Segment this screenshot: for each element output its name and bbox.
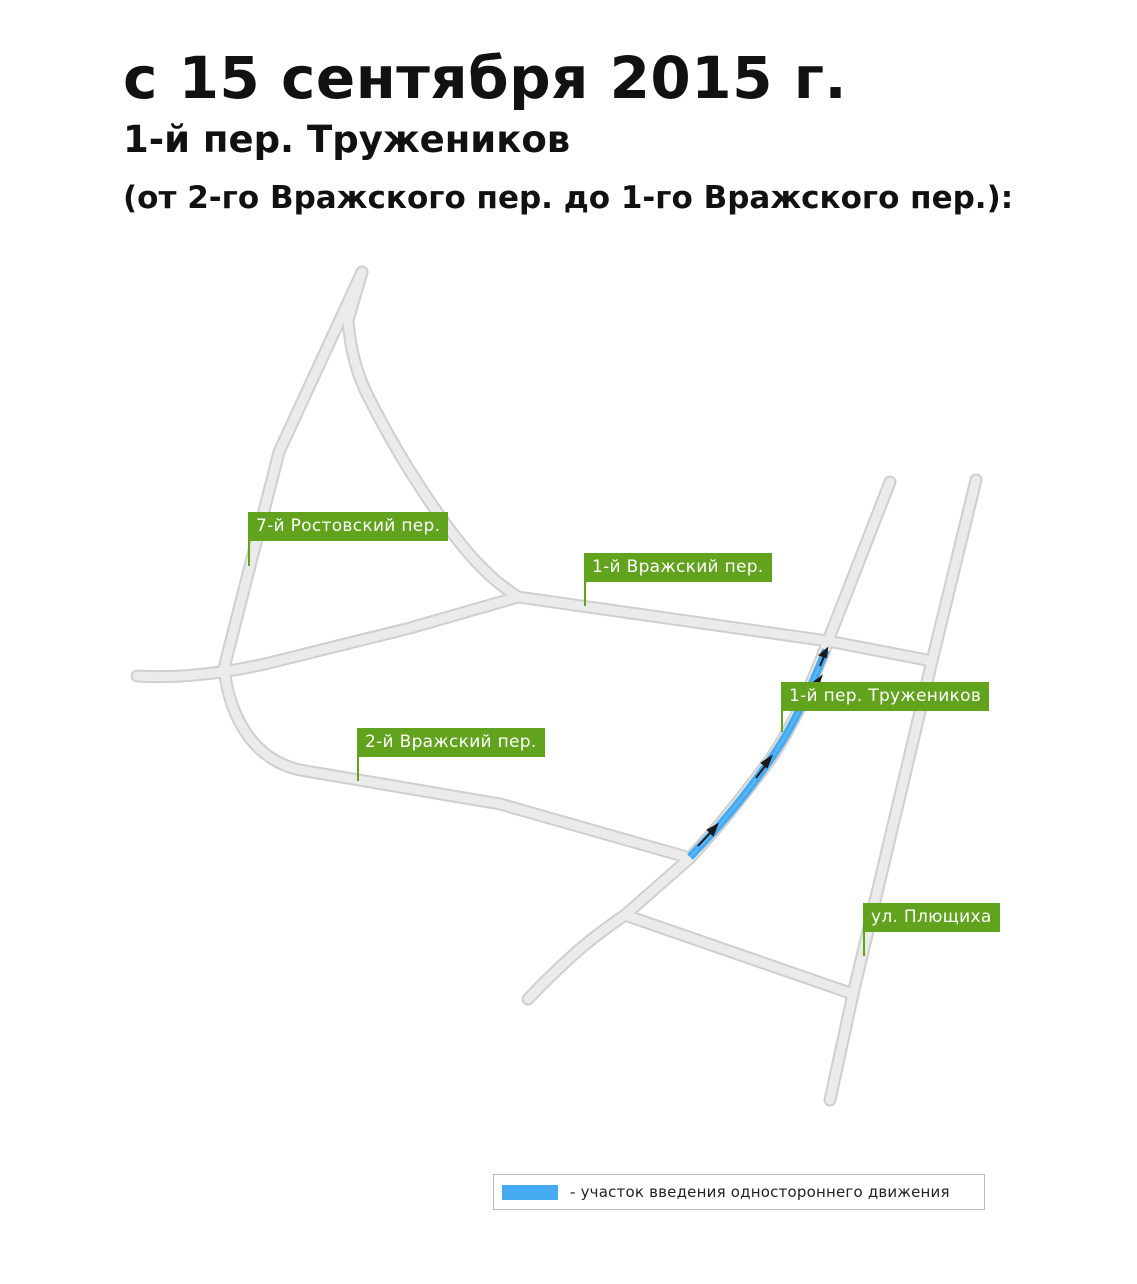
street-title: 1-й пер. Тружеников <box>123 118 571 161</box>
legend <box>493 1174 985 1210</box>
road-rostovsky-west <box>224 272 362 668</box>
street-label-truzhenikov: 1-й пер. Тружеников <box>781 682 989 711</box>
road-truzhenikov <box>690 641 828 858</box>
page-title: с 15 сентября 2015 г. <box>123 44 848 112</box>
road-vrazhsky2 <box>224 668 690 858</box>
legend-swatch <box>502 1185 558 1200</box>
legend-text: - участок введения одностороннего движения <box>570 1183 950 1201</box>
street-label-plyushchikha: ул. Плющиха <box>863 903 1000 932</box>
street-label-rostovsky: 7-й Ростовский пер. <box>248 512 448 541</box>
street-label-vrazhsky1: 1-й Вражский пер. <box>584 553 772 582</box>
street-label-vrazhsky2: 2-й Вражский пер. <box>357 728 545 757</box>
segment-note: (от 2-го Вражского пер. до 1-го Вражского пер.): <box>123 180 1014 216</box>
road-rostovsky-east <box>348 272 518 597</box>
